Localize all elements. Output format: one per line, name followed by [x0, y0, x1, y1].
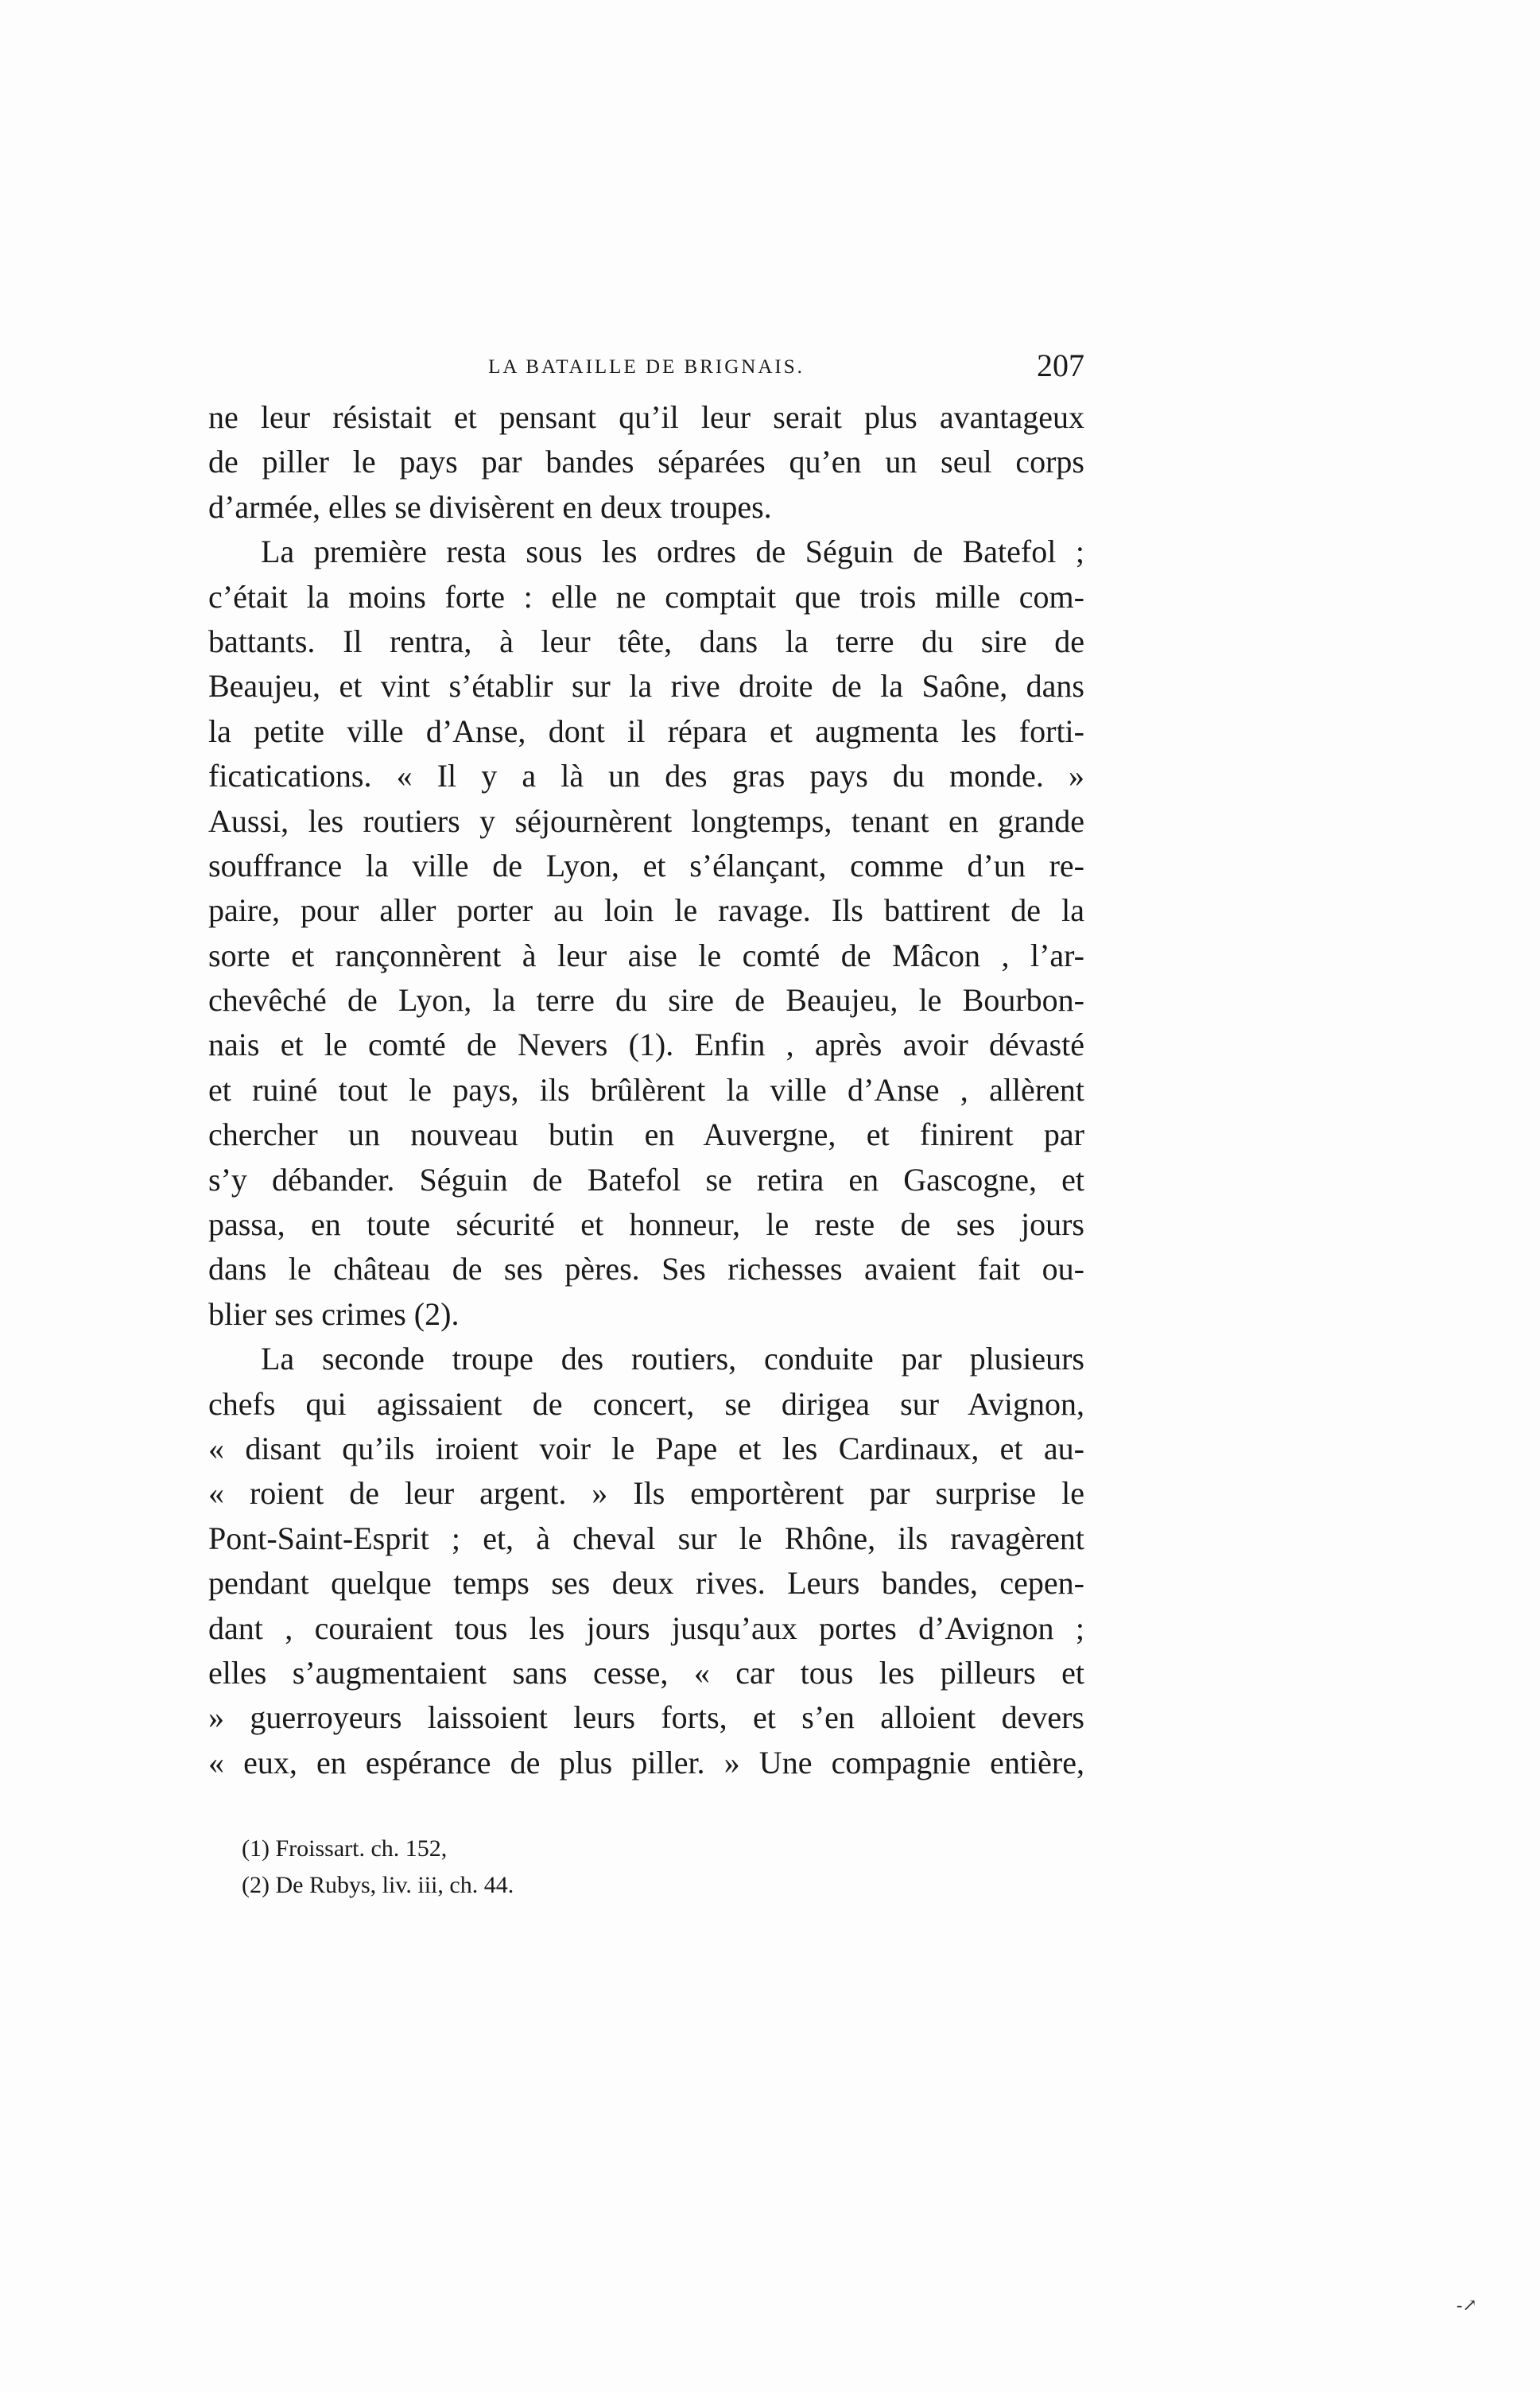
- page-number: 207: [1037, 348, 1084, 383]
- text-line: elles s’augmentaient sans cesse, « car tous les pilleurs et: [208, 1654, 1084, 1691]
- text-line: et ruiné tout le pays, ils brûlèrent la ville d’Anse , allèrent: [208, 1071, 1084, 1108]
- text-line: chefs qui agissaient de concert, se dirigea sur Avignon,: [208, 1385, 1084, 1422]
- body-text: [208, 395, 1084, 1785]
- text-line: de piller le pays par bandes séparées qu’en un seul corps: [208, 444, 1084, 480]
- text-line: » guerroyeurs laissoient leurs forts, et s’en alloient devers: [208, 1699, 1084, 1736]
- text-line: s’y débander. Séguin de Batefol se retira en Gascogne, et: [208, 1161, 1084, 1198]
- text-line: « eux, en espérance de plus piller. » Une compagnie entière,: [208, 1744, 1084, 1780]
- text-line: dant , couraient tous les jours jusqu’aux portes d’Avignon ;: [208, 1610, 1084, 1646]
- text-line: c’était la moins forte : elle ne comptait que trois mille com-: [208, 578, 1084, 615]
- text-line: battants. Il rentra, à leur tête, dans la terre du sire de: [208, 623, 1084, 659]
- text-line: Beaujeu, et vint s’établir sur la rive droite de la Saône, dans: [208, 668, 1084, 705]
- text-line: chercher un nouveau butin en Auvergne, et finirent par: [208, 1116, 1084, 1153]
- text-line: pendant quelque temps ses deux rives. Leurs bandes, cepen-: [208, 1565, 1084, 1602]
- text-line: souffrance la ville de Lyon, et s’élançant, comme d’un re-: [208, 847, 1084, 883]
- text-line: Aussi, les routiers y séjournèrent longtemps, tenant en grande: [208, 802, 1084, 839]
- text-line: « roient de leur argent. » Ils emportèrent par surprise le: [208, 1475, 1084, 1512]
- text-line: ficatications. « Il y a là un des gras pays du monde. »: [208, 758, 1084, 794]
- footnote: (2) De Rubys, liv. iii, ch. 44.: [242, 1872, 514, 1898]
- footnotes: [242, 1831, 957, 1904]
- text-line: chevêché de Lyon, la terre du sire de Beaujeu, le Bourbon-: [208, 982, 1084, 1019]
- text-line: « disant qu’ils iroient voir le Pape et les Cardinaux, et au-: [208, 1430, 1084, 1466]
- running-head: [208, 347, 1084, 386]
- text-line: La seconde troupe des routiers, conduite par plusieurs: [261, 1341, 1084, 1377]
- running-title: LA BATAILLE DE BRIGNAIS.: [488, 356, 805, 378]
- margin-mark: -↗: [1457, 2295, 1477, 2315]
- footnote: (1) Froissart. ch. 152,: [242, 1835, 448, 1862]
- text-line: La première resta sous les ordres de Séguin de Batefol ;: [261, 534, 1084, 570]
- text-line: ne leur résistait et pensant qu’il leur serait plus avantageux: [208, 399, 1084, 435]
- text-line: dans le château de ses pères. Ses richesses avaient fait ou-: [208, 1251, 1084, 1287]
- text-line: sorte et rançonnèrent à leur aise le comté de Mâcon , l’ar-: [208, 937, 1084, 973]
- text-line: nais et le comté de Nevers (1). Enfin , après avoir dévasté: [208, 1027, 1084, 1063]
- text-line: d’armée, elles se divisèrent en deux troupes.: [208, 488, 772, 525]
- text-line: Pont-Saint-Esprit ; et, à cheval sur le Rhône, ils ravagèrent: [208, 1520, 1084, 1556]
- text-line: passa, en toute sécurité et honneur, le reste de ses jours: [208, 1206, 1084, 1243]
- text-line: paire, pour aller porter au loin le ravage. Ils battirent de la: [208, 892, 1084, 929]
- text-line: blier ses crimes (2).: [208, 1295, 460, 1332]
- text-line: la petite ville d’Anse, dont il répara et augmenta les forti-: [208, 713, 1084, 749]
